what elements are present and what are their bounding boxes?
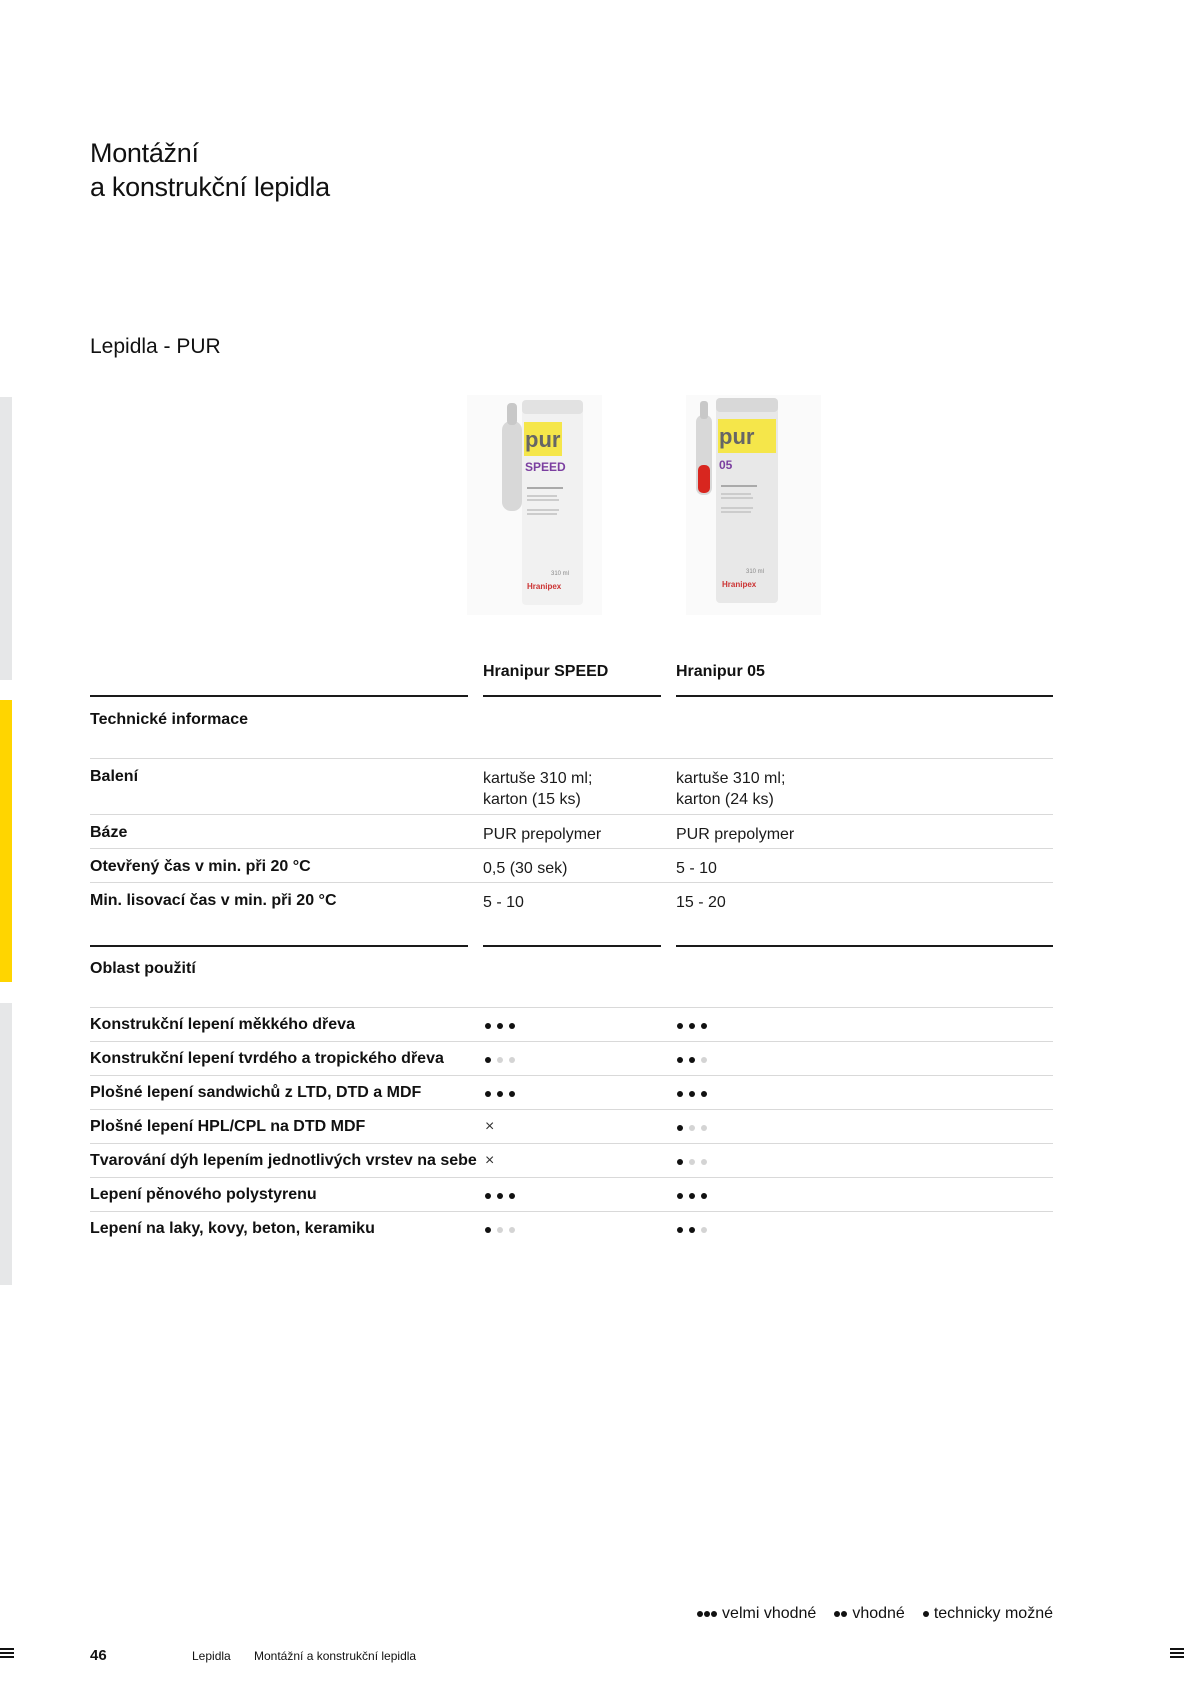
hranipur-speed-cartridge-image: [467, 395, 602, 615]
usage-row-label: Lepení na laky, kovy, beton, keramiku: [90, 1220, 375, 1237]
hranipur-05-cartridge-image: [686, 395, 821, 615]
tech-row-value: kartuše 310 ml; karton (15 ks): [483, 770, 593, 808]
row-divider: [90, 1041, 1053, 1042]
svg-text:Hranipex: Hranipex: [527, 582, 562, 591]
rating-dots-icon: [677, 1186, 707, 1206]
menu-icon-left[interactable]: [0, 1648, 14, 1658]
tech-row-value: 0,5 (30 sek): [483, 860, 568, 877]
row-divider: [90, 1007, 1053, 1008]
rating-dots-icon: [485, 1220, 515, 1240]
row-divider: [90, 848, 1053, 849]
row-divider: [90, 1177, 1053, 1178]
header-rule-label-column: [90, 695, 468, 697]
section-title: Lepidla - PUR: [90, 335, 221, 358]
technical-info-heading: Technické informace: [90, 711, 248, 728]
svg-text:SPEED: SPEED: [525, 460, 566, 474]
usage-row-label: Plošné lepení sandwichů z LTD, DTD a MDF: [90, 1084, 422, 1101]
column-header-hranipur-speed: Hranipur SPEED: [483, 663, 609, 680]
tech-row-label: Min. lisovací čas v min. při 20 °C: [90, 892, 337, 909]
rating-dots-icon: [485, 1050, 515, 1070]
usage-area-heading: Oblast použití: [90, 960, 196, 977]
svg-text:Hranipex: Hranipex: [722, 580, 757, 589]
tech-row-value: kartuše 310 ml; karton (24 ks): [676, 770, 786, 808]
legend-suitable: vhodné: [834, 1605, 905, 1623]
column-header-hranipur-05: Hranipur 05: [676, 663, 765, 680]
header-rule-product-1: [483, 695, 661, 697]
use-rule-product-1: [483, 945, 661, 947]
legend-technically-possible: technicky možné: [923, 1605, 1053, 1623]
row-divider: [90, 758, 1053, 759]
row-divider: [90, 1211, 1053, 1212]
header-rule-product-2: [676, 695, 1053, 697]
use-rule-product-2: [676, 945, 1053, 947]
tech-row-value: PUR prepolymer: [483, 826, 602, 843]
legend-very-suitable: velmi vhodné: [697, 1605, 816, 1623]
tech-row-value: 5 - 10: [676, 860, 717, 877]
svg-text:pur: pur: [719, 424, 755, 449]
not-suitable-icon: ×: [485, 1118, 495, 1135]
rating-dots-icon: [677, 1220, 707, 1240]
usage-row-label: Plošné lepení HPL/CPL na DTD MDF: [90, 1118, 366, 1135]
rating-dots-icon: [677, 1050, 707, 1070]
usage-row-label: Konstrukční lepení tvrdého a tropického dřeva: [90, 1050, 444, 1067]
tech-row-label: Báze: [90, 824, 128, 841]
page-title: Montážní a konstrukční lepidla: [90, 138, 330, 202]
rating-dots-icon: [485, 1186, 515, 1206]
svg-text:310 ml: 310 ml: [551, 571, 570, 577]
usage-row-label: Konstrukční lepení měkkého dřeva: [90, 1016, 355, 1033]
row-divider: [90, 1075, 1053, 1076]
row-divider: [90, 882, 1053, 883]
rating-dots-icon: [677, 1016, 707, 1036]
tech-row-label: Otevřený čas v min. při 20 °C: [90, 858, 311, 875]
three-dots-icon: [697, 1611, 717, 1617]
rating-dots-icon: [677, 1084, 707, 1104]
one-dot-icon: [923, 1611, 929, 1617]
svg-text:05: 05: [719, 458, 733, 472]
side-tab-gray-bottom: [0, 1003, 12, 1285]
breadcrumb-section[interactable]: Montážní a konstrukční lepidla: [254, 1649, 417, 1663]
usage-row-label: Lepení pěnového polystyrenu: [90, 1186, 317, 1203]
side-tab-yellow-active: [0, 700, 12, 982]
rating-legend: [697, 1605, 1053, 1623]
row-divider: [90, 814, 1053, 815]
side-tab-gray-top: [0, 397, 12, 680]
svg-text:pur: pur: [525, 427, 561, 452]
usage-row-label: Tvarování dýh lepením jednotlivých vrstev na sebe: [90, 1152, 477, 1169]
not-suitable-icon: ×: [485, 1152, 495, 1169]
tech-row-value: 15 - 20: [676, 894, 726, 911]
rating-dots-icon: [485, 1084, 515, 1104]
two-dots-icon: [834, 1611, 847, 1617]
menu-icon-right[interactable]: [1170, 1648, 1184, 1658]
rating-dots-icon: [677, 1118, 707, 1138]
tech-row-value: PUR prepolymer: [676, 826, 795, 843]
svg-text:310 ml: 310 ml: [746, 569, 765, 575]
use-rule-label-column: [90, 945, 468, 947]
row-divider: [90, 1109, 1053, 1110]
tech-row-value: 5 - 10: [483, 894, 524, 911]
page-number: 46: [90, 1647, 107, 1664]
row-divider: [90, 1143, 1053, 1144]
tech-row-label: Balení: [90, 768, 139, 785]
rating-dots-icon: [677, 1152, 707, 1172]
rating-dots-icon: [485, 1016, 515, 1036]
breadcrumb-category[interactable]: Lepidla: [192, 1649, 231, 1663]
